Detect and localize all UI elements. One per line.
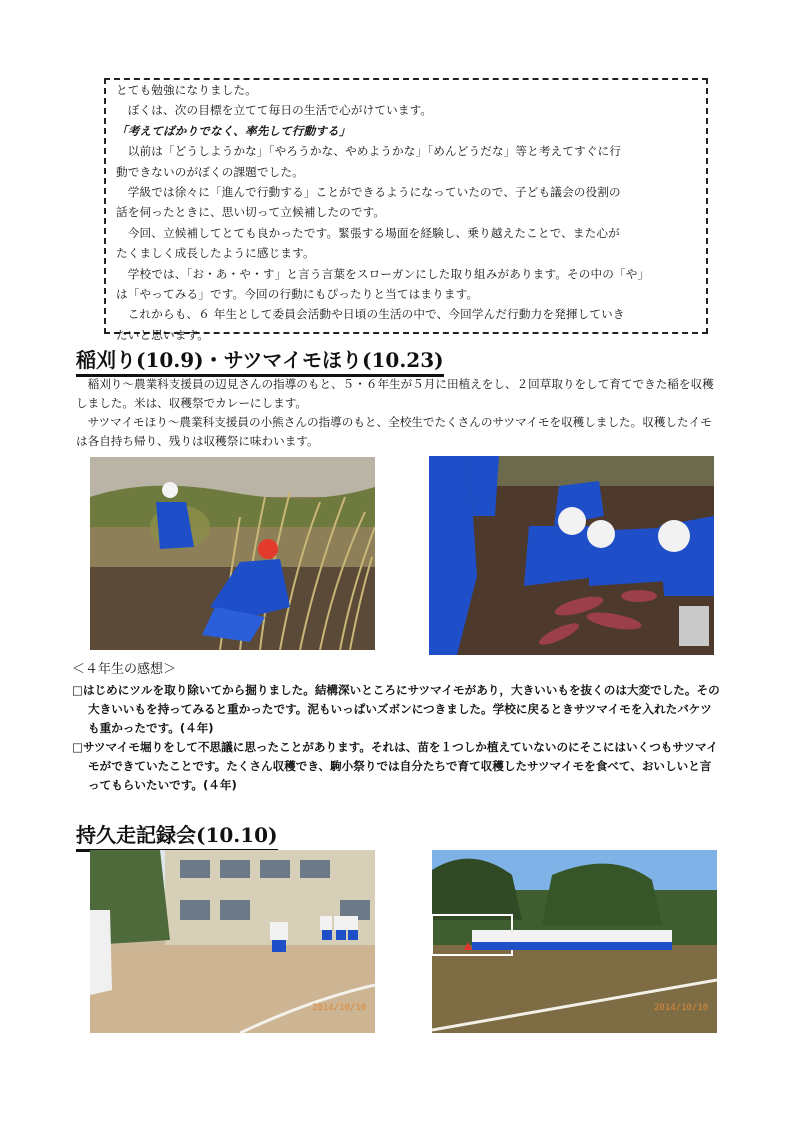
marathon-photo-school	[90, 850, 375, 1033]
harvest-paragraph-rice: 稲刈り～農業科支援員の辺見さんの指導のもと、５・６年生が５月に田植えをし、２回草取りをして育てできた稲を収穫しました。米は、収穫祭でカレーにします。	[76, 377, 714, 410]
essay-line: これからも、６ 年生として委員会活動や日頃の生活の中で、今回学んだ行動力を発揮していき	[116, 307, 625, 322]
impression-item: □サツマイモ堀りをして不思議に思ったことがあります。それは、苗を１つしか植えていないのにそこにはいくつもサツマイモができていたことです。たくさん収穫でき、駒小祭りでは自分たちで育て収穫したサツマイモを食べて、おいしいと言ってもらいたいです。(４年)	[72, 740, 718, 792]
sweet-potato-photo	[429, 456, 714, 655]
essay-box	[104, 78, 708, 342]
impressions-list	[72, 681, 722, 795]
essay-line: ぼくは、次の目標を立てて毎日の生活で心がけています。	[116, 103, 433, 118]
essay-line: 今回、立候補してとても良かったです。緊張する場面を経験し、乗り越えたことで、また心が	[116, 225, 620, 240]
marathon-heading: 持久走記録会(10.10)	[76, 822, 278, 852]
essay-line: 学級では徐々に「進んで行動する」ことができるようになっていたので、子ども議会の役割の	[116, 185, 621, 200]
essay-line: 動できないのがぼくの課題でした。	[116, 164, 304, 179]
rice-harvest-photo	[90, 457, 375, 650]
essay-slogan: 「考えてばかりでなく、率先して行動する」	[116, 123, 351, 138]
essay-line: 以前は「どうしようかな」「やろうかな、やめようかな」「めんどうだな」等と考えてすぐに行	[116, 144, 622, 159]
essay-line: たくましく成長したように感じます。	[116, 246, 315, 261]
harvest-body	[76, 375, 721, 451]
photo-date-stamp: 2014/10/10	[654, 1003, 709, 1013]
essay-line: 話を伺ったときに、思い切って立候補したのです。	[116, 205, 386, 220]
marathon-photo-field	[432, 850, 717, 1033]
photo-date-stamp: 2014/10/10	[312, 1003, 367, 1013]
harvest-heading: 稲刈り(10.9)・サツマイモほり(10.23)	[76, 347, 444, 377]
harvest-paragraph-potato: サツマイモほり～農業科支援員の小熊さんの指導のもと、全校生でたくさんのサツマイモを収穫しました。収穫したイモは各自持ち帰り、残りは収穫祭に味わいます。	[76, 415, 712, 448]
essay-line: たいと思います。	[116, 327, 210, 342]
essay-line: 学校では、「お・あ・や・す」と言う言葉をスローガンにした取り組みがあります。その中の「や」	[116, 266, 650, 281]
essay-line: とても勉強になりました。	[116, 83, 257, 97]
impression-item: □はじめにツルを取り除いてから掘りました。結構深いところにサツマイモがあり，大きいいもを抜くのは大変でした。その大きいいもを持ってみると重かったです。泥もいっぱいズボンにつきました。学校に戻るときサツマイモを入れたバケツも重かったです。(４年)	[72, 683, 720, 735]
essay-line: は「やってみる」です。今回の行動にもぴったりと当てはまります。	[116, 287, 479, 302]
impressions	[72, 660, 722, 795]
impressions-title: ＜４年生の感想＞	[72, 662, 177, 677]
